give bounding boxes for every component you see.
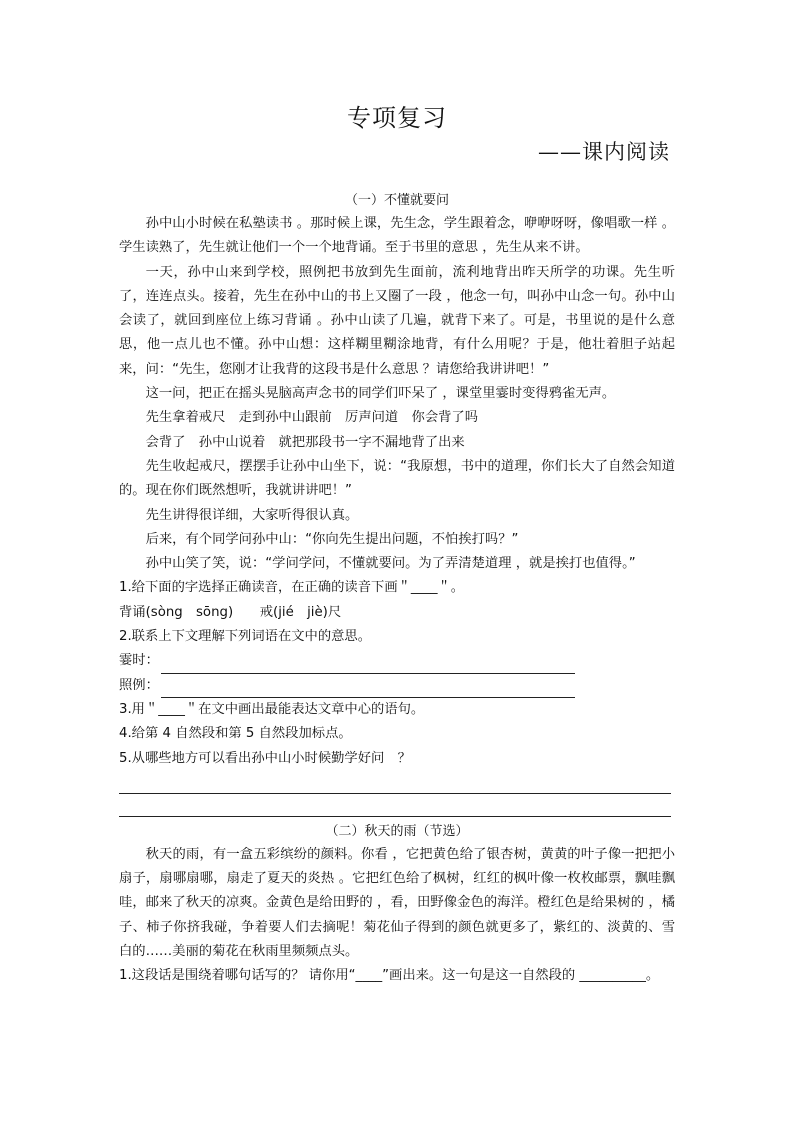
answer-line[interactable] (119, 771, 671, 794)
section2-question-1: 1.这段话是围绕着哪句话写的？ 请你用“____”画出来。这一句是这一自然段的 __________。 (119, 968, 660, 984)
passage-paragraph: 先生讲得很详细，大家听得很认真。 (145, 507, 359, 523)
passage-paragraph: 这一问，把正在摇头晃脑高声念书的同学们吓呆了 ，课堂里霎时变得鸦雀无声。 (145, 386, 616, 402)
answer-row-zhaoli (119, 674, 675, 698)
page-subtitle: ——课内阅读 (538, 140, 670, 164)
passage-paragraph: 孙中山小时候在私塾读书 。那时候上课，先生念，学生跟着念，咿咿呀呀，像唱歌一样 。学生读熟了，先生就让他们一个一个地背诵。至于书里的意思 ，先生从来不讲。 (119, 216, 675, 256)
passage-paragraph: 先生收起戒尺，摆摆手让孙中山坐下，说：“我原想，书中的道理，你们长大了自然会知道的。现在你们既然想听，我就讲讲吧！” (119, 458, 675, 499)
word-label: 霎时： (119, 653, 159, 669)
section1-heading: （一）不懂就要问 (344, 193, 449, 208)
question-3: 3.用＂____＂在文中画出最能表达文章中心的语句。 (119, 701, 425, 717)
answer-line[interactable] (161, 681, 575, 698)
word-label: 照例： (119, 677, 159, 693)
passage-paragraph: 先生拿着戒尺 走到孙中山跟前 厉声问道 你会背了吗 (145, 410, 479, 426)
question-1: 1.给下面的字选择正确读音，在正确的读音下画＂____＂。 (119, 580, 465, 596)
passage-paragraph: 孙中山笑了笑，说：“学问学问，不懂就要问。为了弄清楚道理 ，就是挨打也值得。” (145, 556, 636, 572)
question-5: 5.从哪些地方可以看出孙中山小时候勤学好问 ？ (119, 750, 411, 766)
passage-paragraph: 秋天的雨，有一盒五彩缤纷的颜料。你看 ，它把黄色给了银杏树，黄黄的叶子像一把把小扇子，扇哪扇哪，扇走了夏天的炎热 。它把红色给了枫树，红红的枫叶像一枚枚邮票，飘哇飘哇，邮来了秋天的凉爽。金黄色是给田野的 ，看，田野像金色的海洋。橙红色是给果树的 ，橘子、柿子你挤我碰，争着要人们去摘呢！菊花仙子得到的颜色就更多了，紫红的、淡黄的、雪白的……美丽的菊花在秋雨里频频点头。 (119, 846, 675, 960)
question-1-items: 背诵(sòng sōng) 戒(jié jiè)尺 (119, 604, 342, 620)
passage-paragraph: 后来，有个同学问孙中山：“你向先生提出问题，不怕挨打吗？” (145, 531, 519, 547)
section2-heading: （二）秋天的雨（节选） (325, 823, 469, 839)
content (119, 190, 675, 989)
answer-line[interactable] (119, 794, 671, 817)
question-2: 2.联系上下文理解下列词语在文中的意思。 (119, 629, 372, 645)
passage-paragraph: 一天，孙中山来到学校，照例把书放到先生面前，流利地背出昨天所学的功课。先生听了，连连点头。接着，先生在孙中山的书上又圈了一段 ，他念一句，叫孙中山念一句。孙中山会读了，就回到座位上练习背诵 。孙中山读了几遍，就背下来了。可是，书里说的是什么意思，他一点儿也不懂。孙中山想：这样糊里糊涂地背，有什么用呢？于是，他壮着胆子站起来，问：“先生，您刚才让我背的这段书是什么意思 ？请您给我讲讲吧！” (119, 264, 675, 377)
page-title: 专项复习 (347, 104, 447, 132)
answer-row-shashi (119, 649, 675, 673)
question-4: 4.给第 4 自然段和第 5 自然段加标点。 (119, 726, 352, 742)
answer-line[interactable] (161, 657, 575, 674)
passage-paragraph: 会背了 孙中山说着 就把那段书一字不漏地背了出来 (145, 434, 465, 450)
